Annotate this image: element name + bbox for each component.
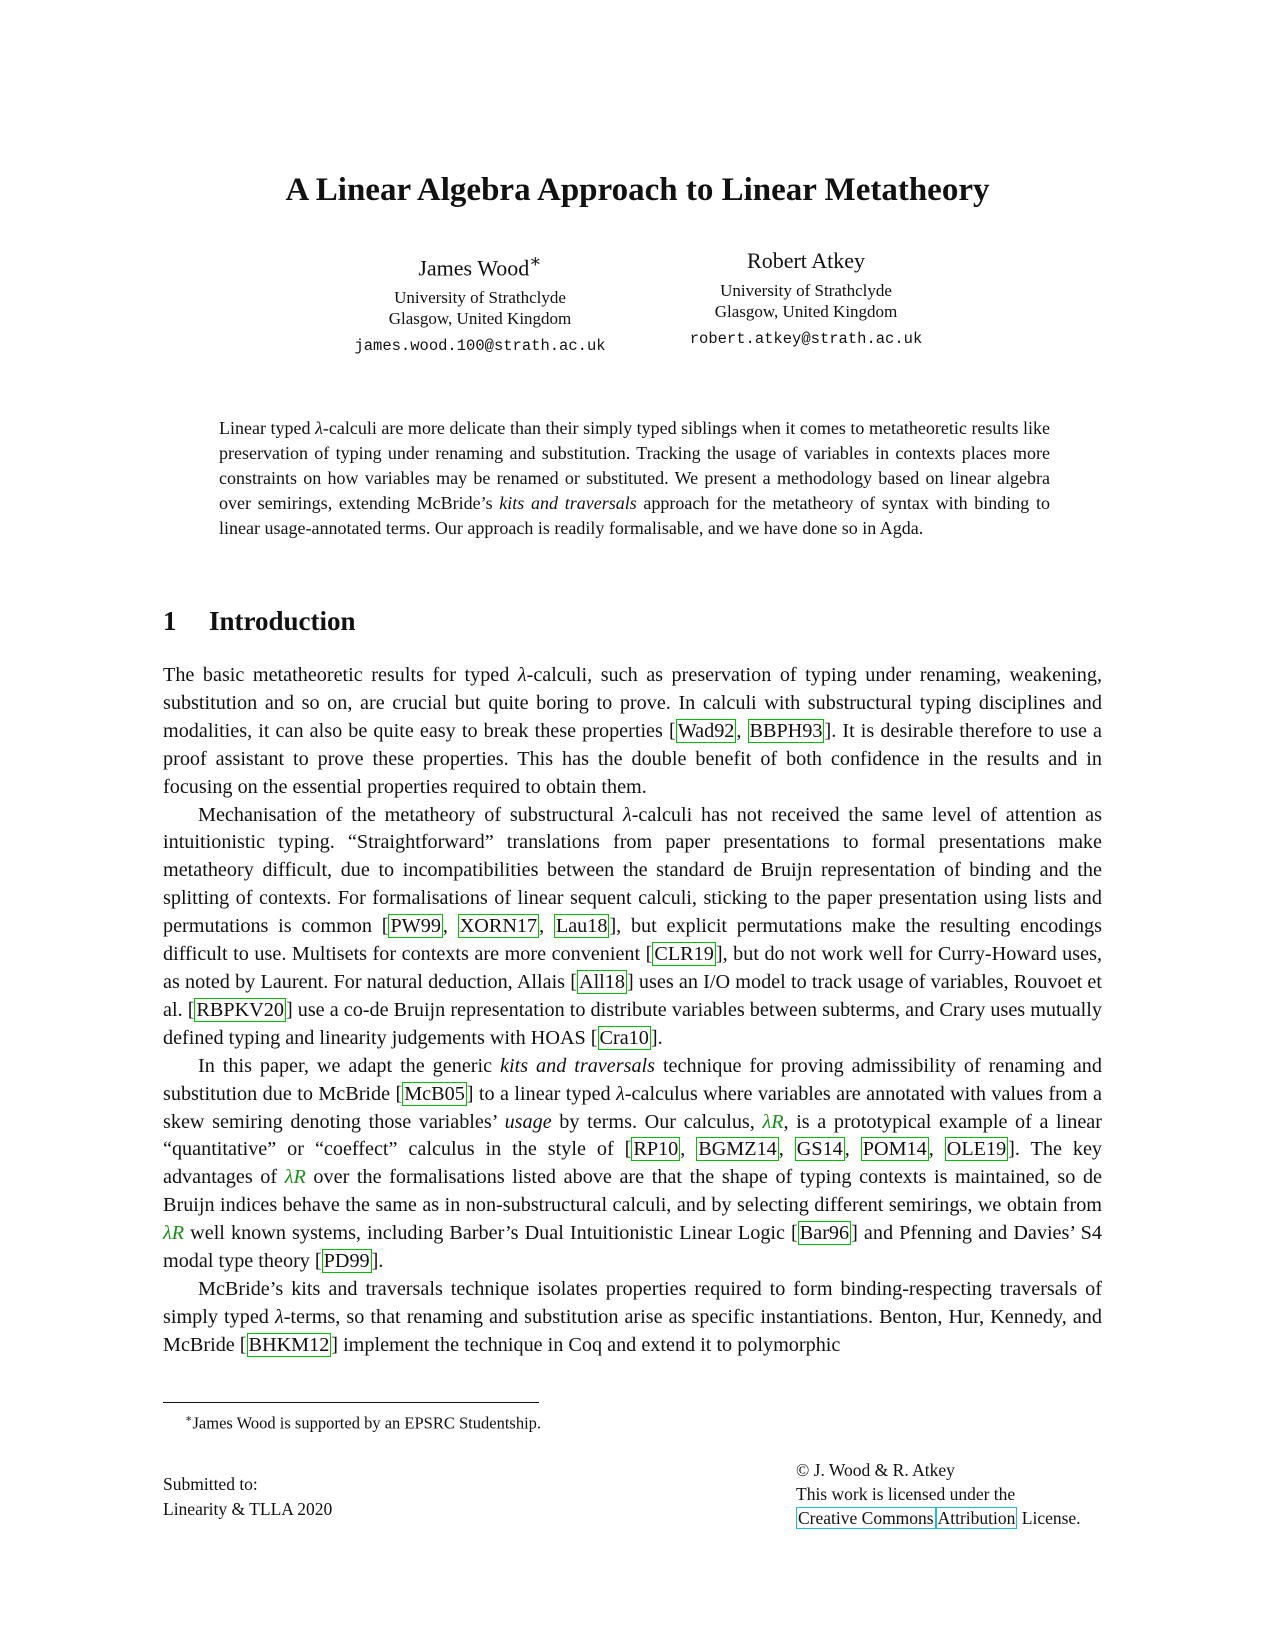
citation-link[interactable]: BBPH93 bbox=[749, 719, 823, 742]
citation-link[interactable]: PD99 bbox=[323, 1250, 370, 1273]
author-affiliation: University of Strathclyde Glasgow, United Kingdom bbox=[388, 288, 572, 329]
paragraph: Mechanisation of the metatheory of substructural λ-calculi has not received the same level of attention as intuitionistic typing. “Straightforward” translations from paper presentations to formal presentations make metatheory difficult, due to incompatibilities between the standard de Bruijn representation of binding and the splitting of contexts. For formalisations of linear sequent calculi, sticking to the paper presentation using lists and permutations is common [PW99, XORN17, Lau18], but explicit permutations make the resulting encodings difficult to use. Multisets for contexts are more convenient [CLR19], but do not work well for Curry-Howard uses, as noted by Laurent. For natural deduction, Allais [All18] uses an I/O model to track usage of variables, Rouvoet et al. [RBPKV20] use a co-de Bruijn representation to distribute variables between subterms, and Crary uses mutually defined typing and linearity judgements with HOAS [Cra10]. bbox=[163, 803, 1103, 1049]
author-name: James Wood∗ bbox=[418, 251, 542, 281]
calculus-symbol: λR bbox=[284, 1166, 306, 1189]
paragraph: McBride’s kits and traversals technique isolates properties required to form binding-respecting traversals of simply typed λ-terms, so that renaming and substitution arise as specific instantiations. Benton, Hur, Kennedy, and McBride [BHKM12] implement the technique in Coq and extend it to polymorphic bbox=[163, 1277, 1102, 1356]
footnote-divider bbox=[163, 1402, 539, 1403]
creative-commons-link[interactable]: Creative Commons bbox=[798, 1508, 934, 1528]
citation-link[interactable]: RP10 bbox=[633, 1138, 679, 1161]
license-info: © J. Wood & R. Atkey This work is licensed under the Creative Commons Attribution License. bbox=[796, 1460, 1081, 1528]
paragraph: In this paper, we adapt the generic kits and traversals technique for proving admissibility of renaming and substitution due to McBride [McB05] to a linear typed λ-calculus where variables are annotated with values from a skew semiring denoting those variables’ usage by terms. Our calculus, λR, is a prototypical example of a linear “quantitative” or “coeffect” calculus in the style of [RP10, BGMZ14, GS14, POM14, OLE19]. The key advantages of λR over the formalisations listed above are that the shape of typing contexts is maintained, so de Bruijn indices behave the same as in non-substructural calculi, and by selecting different semirings, we obtain from λR well known systems, including Barber’s Dual Intuitionistic Linear Logic [Bar96] and Pfenning and Davies’ S4 modal type theory [PD99]. bbox=[163, 1054, 1103, 1273]
calculus-symbol: λR bbox=[762, 1110, 784, 1133]
section-heading: 1 Introduction bbox=[163, 606, 356, 636]
citation-link[interactable]: Cra10 bbox=[599, 1026, 649, 1049]
author-block bbox=[656, 248, 956, 348]
paper-title: A Linear Algebra Approach to Linear Metatheory bbox=[285, 172, 990, 208]
citation-link[interactable]: Bar96 bbox=[799, 1222, 850, 1245]
author-block bbox=[330, 248, 630, 355]
body-text bbox=[163, 662, 1102, 1360]
citation-link[interactable]: POM14 bbox=[862, 1138, 927, 1161]
submission-info: Submitted to: Linearity & TLLA 2020 bbox=[163, 1474, 333, 1519]
citation-link[interactable]: RBPKV20 bbox=[196, 998, 284, 1021]
citation-link[interactable]: Lau18 bbox=[555, 915, 608, 938]
calculus-symbol: λR bbox=[163, 1222, 185, 1245]
citation-link[interactable]: BHKM12 bbox=[248, 1333, 330, 1356]
footnote-mark: ∗ bbox=[529, 251, 542, 271]
citation-link[interactable]: All18 bbox=[578, 970, 625, 993]
citation-link[interactable]: CLR19 bbox=[654, 943, 714, 966]
footnote: ∗James Wood is supported by an EPSRC Studentship. bbox=[185, 1413, 542, 1433]
attribution-link[interactable]: Attribution bbox=[937, 1508, 1016, 1528]
abstract: Linear typed λ-calculi are more delicate than their simply typed siblings when it comes to metatheoretic results like preservation of typing under renaming and substitution. Tracking the usage of variables in contexts places more constraints on how variables may be renamed or substituted. We present a methodology based on linear algebra over semirings, extending McBride’s kits and traversals approach for the metatheory of syntax with binding to linear usage-annotated terms. Our approach is readily formalisable, and we have done so in Agda. bbox=[219, 418, 1051, 538]
author-name: Robert Atkey bbox=[747, 248, 865, 273]
paragraph: The basic metatheoretic results for typed λ-calculi, such as preservation of typing under renaming, weakening, substitution and so on, are crucial but quite boring to prove. In calculi with substructural typing disciplines and modalities, it can also be quite easy to break these properties [Wad92, BBPH93]. It is desirable therefore to use a proof assistant to prove these properties. This has the double benefit of both confidence in the results and in focusing on the essential properties required to obtain them. bbox=[163, 664, 1103, 798]
author-email: james.wood.100@strath.ac.uk bbox=[354, 337, 606, 356]
citation-link[interactable]: McB05 bbox=[404, 1082, 465, 1105]
citation-link[interactable]: GS14 bbox=[796, 1138, 843, 1161]
author-email: robert.atkey@strath.ac.uk bbox=[689, 330, 923, 348]
citation-link[interactable]: XORN17 bbox=[459, 915, 538, 938]
citation-link[interactable]: Wad92 bbox=[677, 719, 735, 742]
author-affiliation: University of Strathclyde Glasgow, United Kingdom bbox=[714, 281, 898, 321]
citation-link[interactable]: BGMZ14 bbox=[698, 1138, 777, 1161]
citation-link[interactable]: OLE19 bbox=[946, 1138, 1007, 1161]
citation-link[interactable]: PW99 bbox=[390, 915, 441, 938]
